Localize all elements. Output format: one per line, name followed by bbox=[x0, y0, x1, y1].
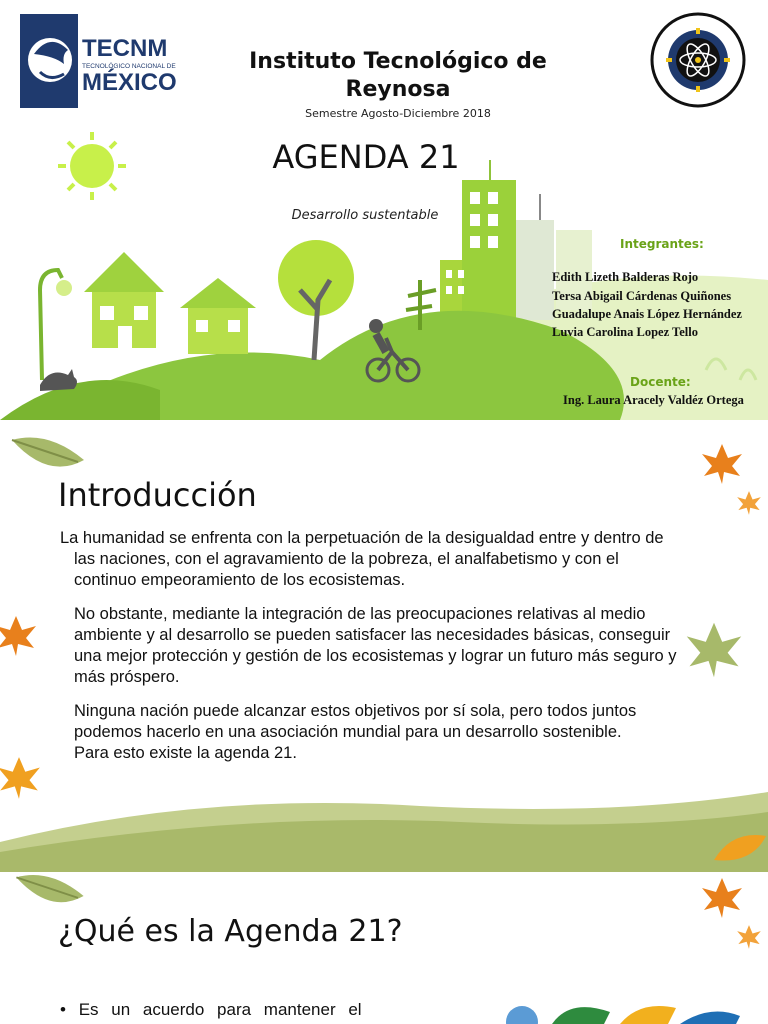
tecnm-logo-line3: MÉXICO bbox=[82, 69, 177, 96]
paragraph: Ninguna nación puede alcanzar estos objetivos por sí sola, pero todos juntos podemos hacerlo en una asociación mundial para un desarrollo sostenible. bbox=[74, 702, 637, 741]
docente-name: Ing. Laura Aracely Valdéz Ortega bbox=[563, 393, 744, 407]
docente-label: Docente: bbox=[630, 375, 691, 389]
leaf-icon bbox=[736, 490, 762, 516]
sun-icon bbox=[58, 132, 126, 200]
slide-title: AGENDA 21 bbox=[272, 138, 460, 176]
bullet-item: • Es un acuerdo para mantener el bbox=[60, 1000, 362, 1019]
paragraph: La humanidad se enfrenta con la perpetuación de la desigualdad entre y dentro de las naciones, con el agravamiento de la pobreza, el analfabetismo y con el continuo empeoramiento de los ecosistemas. bbox=[60, 529, 664, 589]
member-name: Luvia Carolina Lopez Tello bbox=[552, 325, 698, 339]
tecnm-logo-line2: TECNOLÓGICO NACIONAL DE bbox=[82, 63, 176, 70]
team-label: Integrantes: bbox=[620, 237, 704, 251]
member-name: Edith Lizeth Balderas Rojo bbox=[552, 270, 699, 284]
paragraph: No obstante, mediante la integración de las preocupaciones relativas al medio ambiente y al desarrollo se pueden satisfacer las necesidades básicas, conseguir una mejor protección y gestión de los ecosistemas y lograr un futuro más seguro y más próspero. bbox=[74, 605, 677, 686]
slide-title: Introducción bbox=[58, 476, 257, 514]
leaf-icon bbox=[700, 442, 744, 486]
grass-band bbox=[0, 782, 768, 872]
tree-icon bbox=[278, 240, 354, 360]
member-name: Guadalupe Anais López Hernández bbox=[552, 307, 742, 321]
cat-icon bbox=[40, 369, 77, 391]
slide-body bbox=[60, 528, 680, 777]
agenda-definition-slide bbox=[0, 874, 768, 1024]
leaf-icon bbox=[736, 924, 762, 950]
tec-reynosa-seal bbox=[648, 10, 748, 110]
house-icon bbox=[84, 252, 164, 348]
institute-title: Instituto Tecnológico de Reynosa bbox=[249, 49, 547, 102]
member-name: Tersa Abigail Cárdenas Quiñones bbox=[552, 289, 732, 303]
paragraph: Para esto existe la agenda 21. bbox=[74, 744, 297, 762]
leaf-icon bbox=[712, 830, 768, 866]
tecnm-logo-line1: TECNM bbox=[82, 35, 168, 62]
buildings-icon bbox=[440, 160, 592, 330]
bullet-text: Es un acuerdo para mantener el bbox=[78, 1000, 362, 1019]
un-agenda-logo bbox=[500, 994, 768, 1024]
slide-subtitle: Desarrollo sustentable bbox=[291, 208, 439, 223]
tecnm-logo bbox=[20, 14, 180, 110]
semester-label: Semestre Agosto-Diciembre 2018 bbox=[305, 107, 491, 120]
leaf-icon bbox=[0, 612, 38, 660]
house-icon bbox=[180, 278, 256, 354]
slide-title: ¿Qué es la Agenda 21? bbox=[58, 914, 403, 949]
introduction-slide bbox=[0, 422, 768, 872]
lamp-icon bbox=[40, 270, 72, 380]
title-slide bbox=[0, 0, 768, 420]
leaf-icon bbox=[700, 876, 744, 920]
leaf-icon bbox=[684, 618, 744, 682]
